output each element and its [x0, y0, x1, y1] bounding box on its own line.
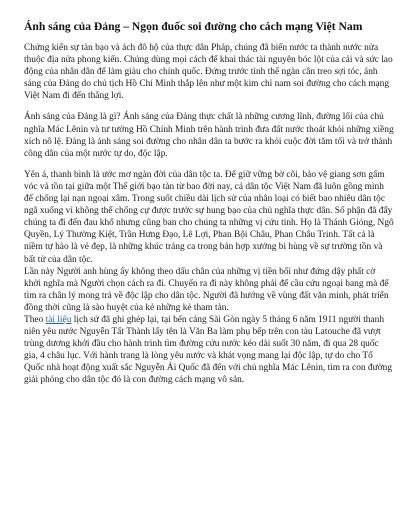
paragraph-5 — [24, 314, 394, 387]
tai-lieu-link[interactable]: tài liệu — [45, 314, 72, 325]
paragraph-1: Chứng kiến sự tàn bạo và ách đô hộ của thực dân Pháp, chúng đã biến nước ta thành nước nửa thuộc địa nửa phong kiến. Chúng dùng mọi cách để khai thác tài nguyên bóc lột của cải và sức lao động của nhân dân để làm giàu cho chính quốc. Đứng trước tình thế ngàn cân treo sợi tóc, ánh sáng của Đảng do chủ tịch Hồ Chí Minh thắp lên như một kim chỉ nam soi đường cho cách mạng Việt Nam đi đến thắng lợi. — [24, 43, 393, 102]
paragraph-5-lead: Theo — [24, 314, 46, 325]
document — [24, 0, 394, 387]
paragraph-3: Yên á, thanh bình là ước mơ ngàn đời của dân tộc ta. Để giữ vững bờ cõi, bảo vệ giang sơn gấm vóc và tồn tại giữa một Thế giới bạo tàn từ bao đời nay, cả dân tộc Việt Nam đã luôn gồng mình để chống lại nạn ngoại xâm. Trong suốt chiều dài lịch sử của nhân loại có biết bao nhiêu dân tộc ngã xuống vì không thể chống cự được trước sự hung bạo của chủ nghĩa thực dân. Số phận đã đẩy chúng ta đi đến đau khổ nhưng cũng ban cho chúng ta những vị cứu tinh. Họ là Thánh Gióng, Ngô Quyền, Lý Thường Kiệt, Trần Hưng Đạo, Lê Lợi, Phan Bội Châu, Phan Châu Trinh. Tất cả là niềm tự hào là vẻ đẹp, là những khúc tráng ca trong bản hợp xướng bi hùng về sự trường tồn và bất tử của dân tộc. — [24, 169, 394, 265]
paragraph-2: Ánh sáng của Đảng là gì? Ánh sáng của Đảng thực chất là những cương lĩnh, đường lối của chủ nghĩa Mác Lênin và tư tưởng Hồ Chính Minh trên hành trình đưa đất nước thoát khỏi những xiềng xích nô lệ. Đảng là ánh sáng soi đường cho nhân dân ta bước ra khỏi cuộc đời tăm tối và trở thành công dân của một nước tự do, độc lập. — [24, 112, 394, 159]
paragraph-4: Lần này Người anh hùng ấy không theo dấu chân của những vị tiền bối như đứng dậy phất cờ khởi nghĩa mà Người chọn cách ra đi. Chuyến ra đi này không phải để cầu cứu ngoại bang mà để tìm ra chân lý mong trả về độc lập cho dân tộc. Người đã hướng về vùng đất văn minh, phát triển đồng thời cũng là sào huyệt của kẻ những kẻ tham tàn. — [24, 266, 389, 313]
document-title: Ánh sáng của Đảng – Ngọn đuốc soi đường cho cách mạng Việt Nam — [24, 20, 363, 33]
paragraph-5-body: lịch sử đã ghi ghép lại, tại bến cảng Sài Gòn ngày 5 tháng 6 năm 1911 người thanh niên yêu nước Nguyễn Tất Thành lấy tên là Văn Ba làm phụ bếp trên con tàu Latouche đã vượt trùng dương khởi đầu cho hành trình tìm đường cứu nước kéo dài suốt 30 năm, đi qua 28 quốc gia, 4 châu lục. Với hành trang là lòng yêu nước và khát vọng mang lại độc lập, tự do cho Tổ Quốc nhà hoạt động xuất sắc Nguyễn Ái Quốc đã đến với chủ nghĩa Mác Lênin, tìm ra con đường giải phóng cho dân tộc đó là con đường cách mạng vô sản. — [24, 314, 393, 386]
